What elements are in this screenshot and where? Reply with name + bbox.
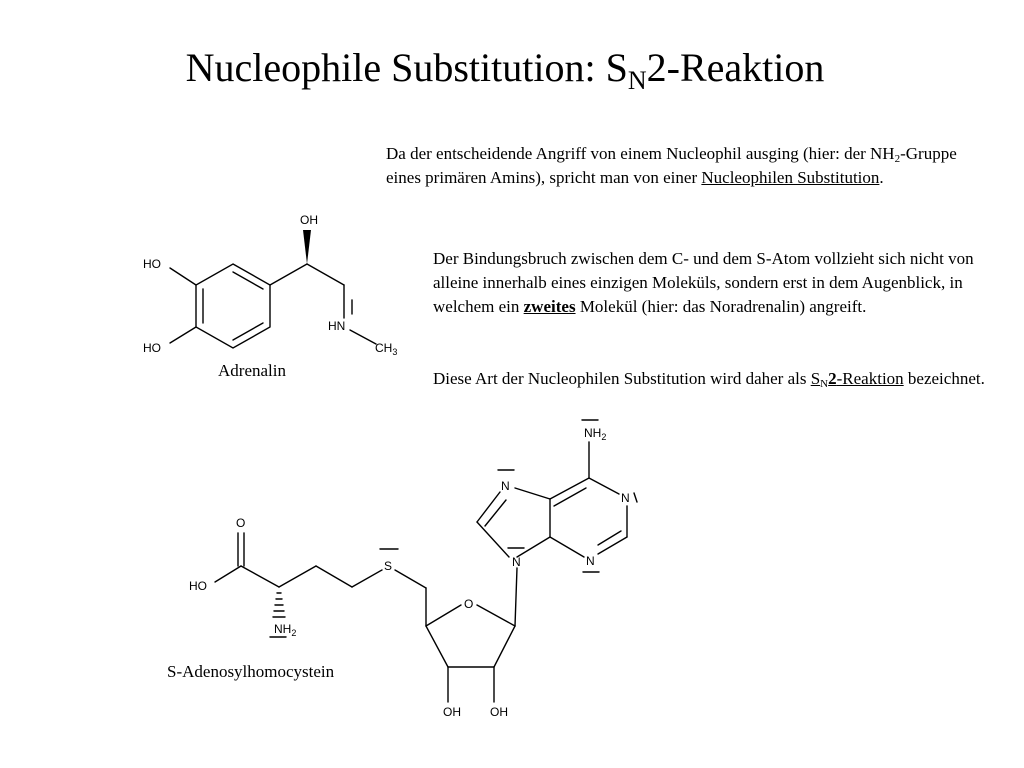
paragraph-bindungsbruch: Der Bindungsbruch zwischen dem C- und dem S-Atom vollzieht sich nicht von alleine innerhalb eines einzigen Moleküls, sondern erst in dem Augenblick, in welchem ein zweites Molekül (hier: das Noradrenalin) angreift.: [433, 249, 974, 316]
lone-pair-bar: [634, 493, 637, 502]
n-label: N: [512, 555, 521, 569]
nh2-label: $NH_2$: [274, 622, 297, 638]
hn-label: HN: [328, 319, 346, 333]
s-label: S: [384, 559, 393, 573]
nh2-label: $NH_2$: [584, 426, 607, 442]
ho-label: HO: [189, 579, 207, 593]
ho-label: HO: [143, 341, 161, 355]
sah-caption: S-Adenosylhomocystein: [167, 662, 335, 681]
o-label: O: [464, 597, 474, 611]
sn2-term: $S_N2$-Reaktion: [810, 369, 904, 390]
oh-label: OH: [300, 213, 318, 227]
paragraph-sn2: Diese Art der Nucleophilen Substitution wird daher als $S_N2$-Reaktion bezeichnet.: [433, 369, 985, 390]
oh-label: OH: [490, 705, 508, 719]
zweites-emphasis: zweites: [523, 297, 576, 316]
sah-structure: [189, 420, 637, 719]
nucleophilen-substitution-link: Nucleophilen Substitution: [701, 168, 880, 187]
wedge-bond: [303, 230, 311, 264]
adrenalin-structure: [143, 213, 397, 357]
n-label: N: [621, 491, 630, 505]
oh-label: OH: [443, 705, 461, 719]
slide-title: Nucleophile Substitution: $S_N2$-Reaktion: [185, 45, 825, 95]
paragraph-nucleophil: Da der entscheidende Angriff von einem Nucleophil ausging (hier: der $NH_2$-Gruppe eines primären Amins), spricht man von einer Nucleophilen Substitution.: [386, 144, 957, 187]
ch3-label: $CH_3$: [375, 341, 398, 357]
o-label: O: [236, 516, 246, 530]
n-label: N: [586, 554, 595, 568]
hashed-bond: [273, 593, 285, 617]
n-label: N: [501, 479, 510, 493]
ho-label: HO: [143, 257, 161, 271]
adrenalin-caption: Adrenalin: [218, 361, 286, 380]
